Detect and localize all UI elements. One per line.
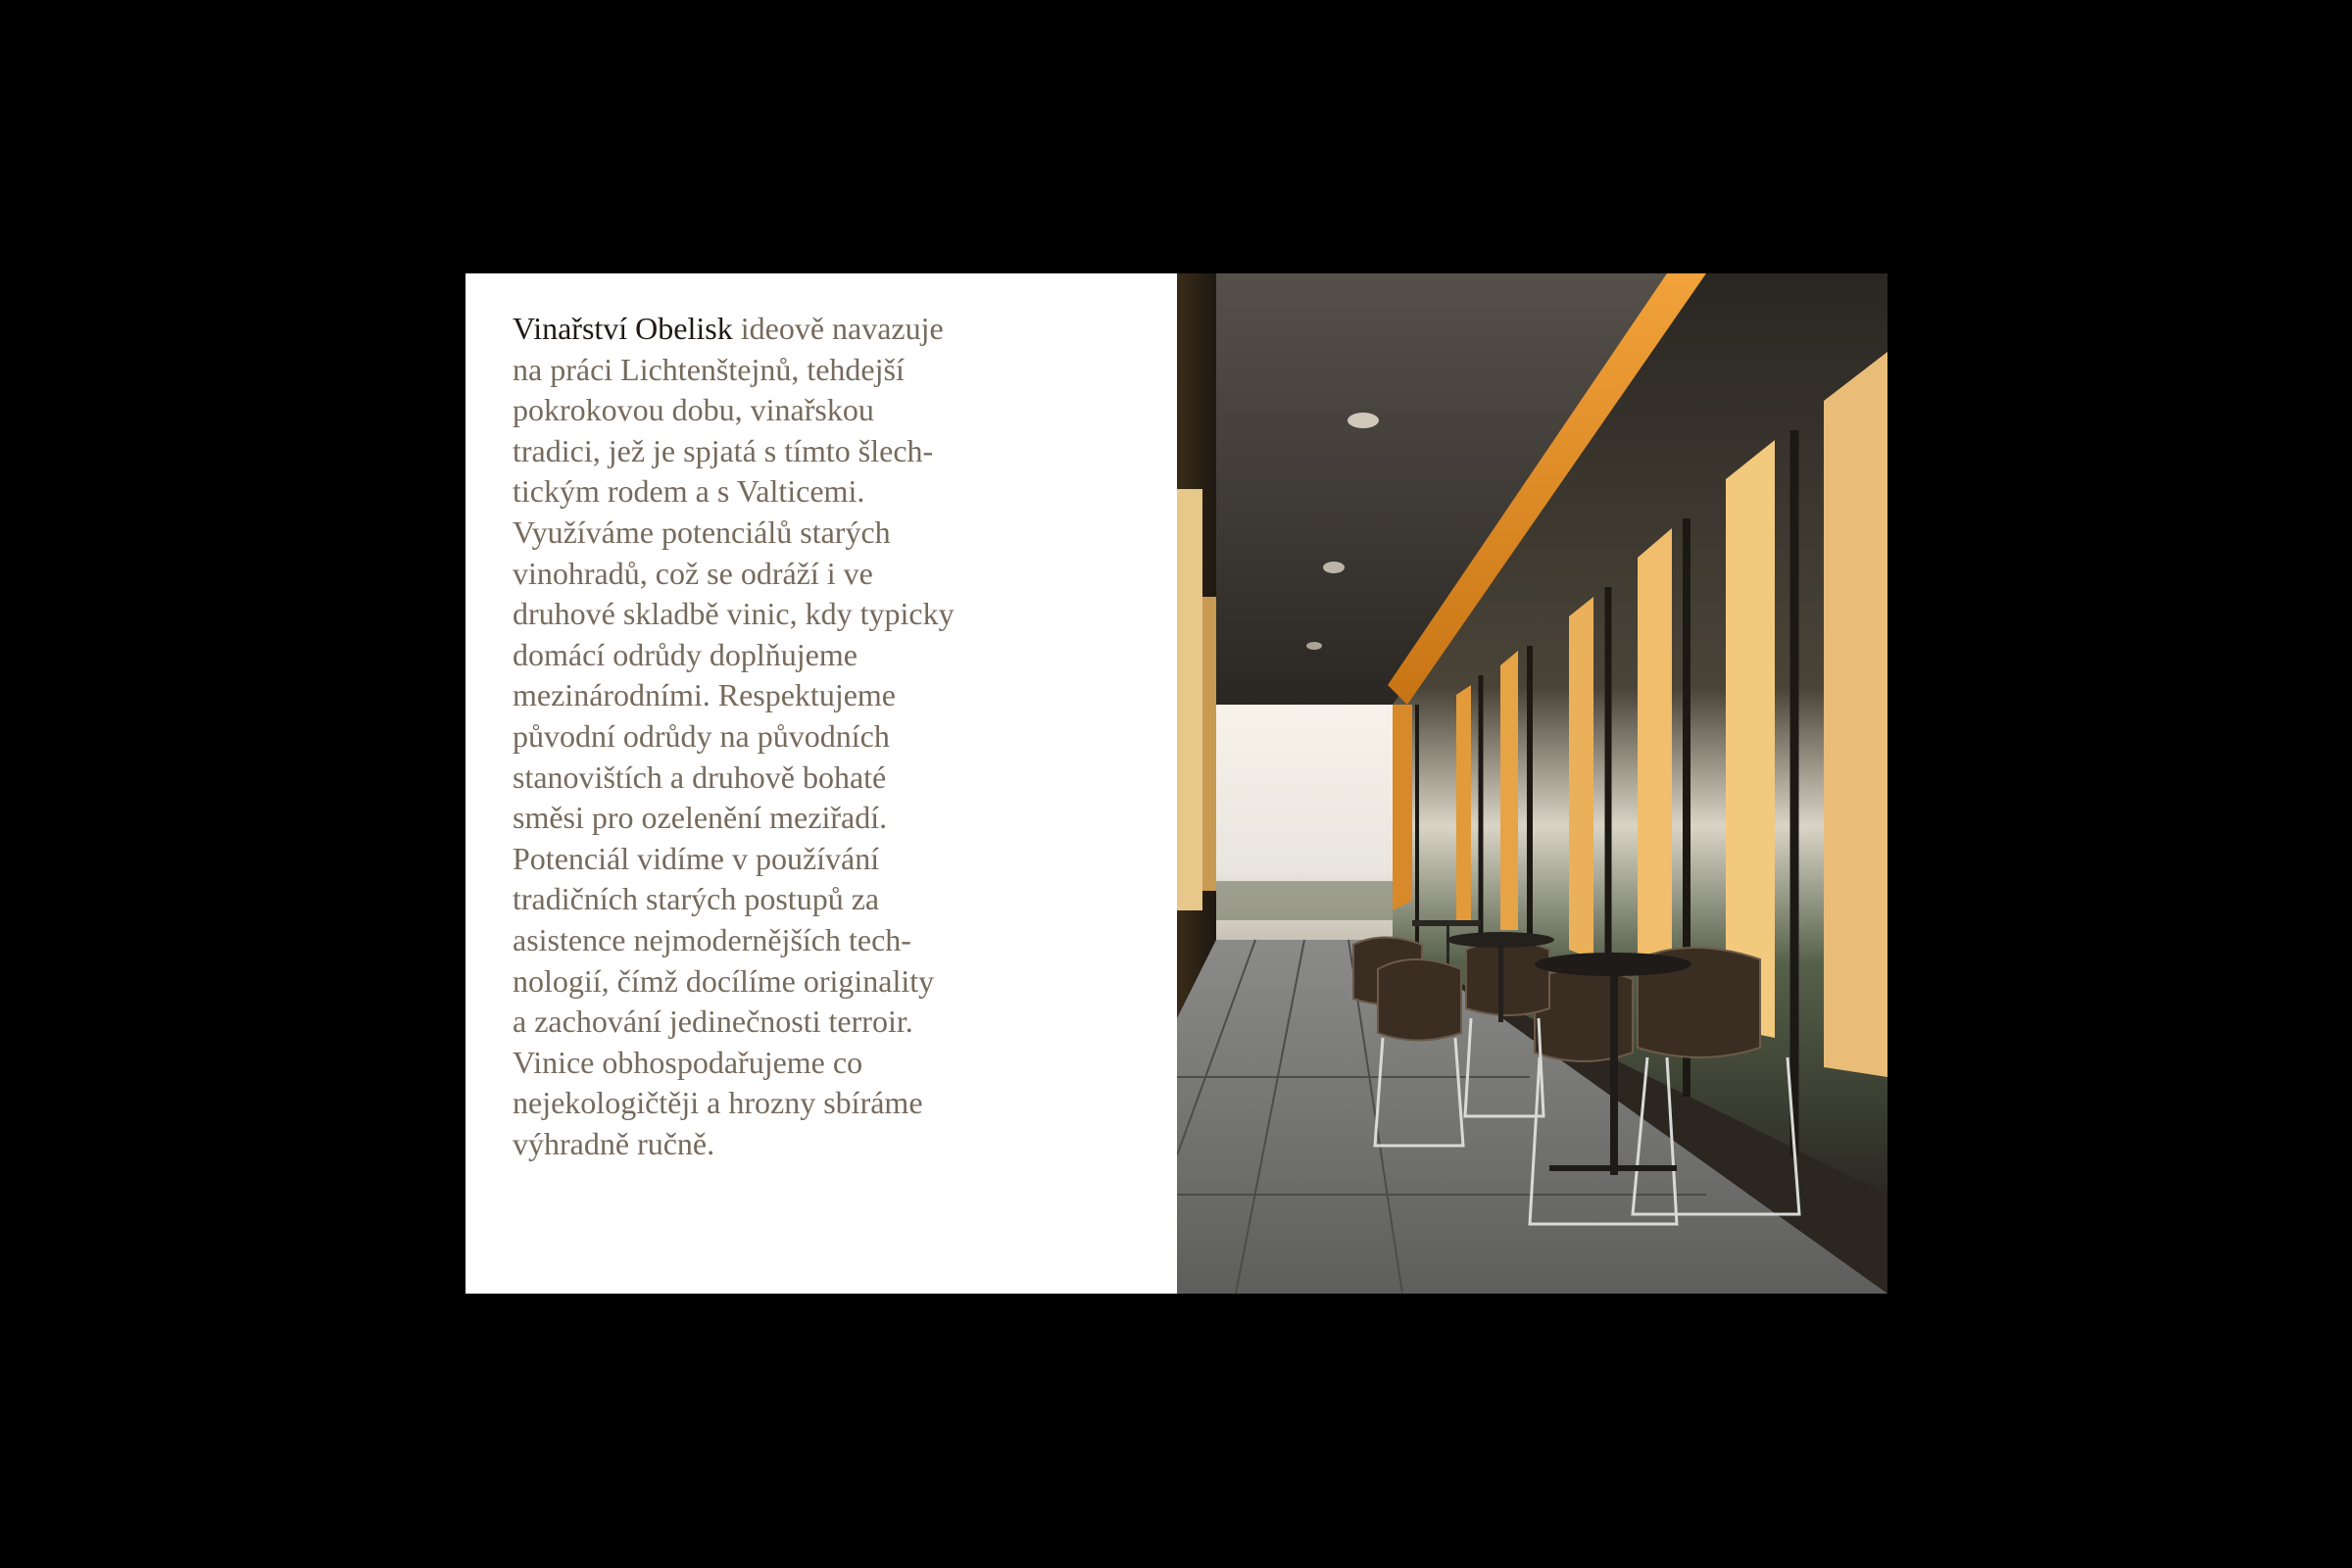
article-line: Využíváme potenciálů starých <box>513 514 891 550</box>
article-line: asistence nejmodernějších tech- <box>513 921 911 957</box>
article-line: mezinárodními. Respektujeme <box>513 677 896 713</box>
article-line: druhové skladbě vinic, kdy typicky <box>513 596 955 632</box>
article-lead: Vinařství Obelisk <box>513 311 733 346</box>
article-line: na práci Lichtenštejnů, tehdejší <box>513 351 905 387</box>
article-line: Potenciál vidíme v používání <box>513 840 880 876</box>
article-line: tickým rodem a s Valticemi. <box>513 473 865 510</box>
article-line: tradičních starých postupů za <box>513 881 880 917</box>
article-line: výhradně ručně. <box>513 1125 715 1161</box>
terrace-photo <box>1177 273 1887 1294</box>
article-paragraph <box>513 309 1101 1164</box>
article-line: směsi pro ozelenění meziřadí. <box>513 800 888 836</box>
article-line: nologií, čímž docílíme originality <box>513 962 935 999</box>
article-line: a zachování jedinečnosti terroir. <box>513 1004 913 1040</box>
article-line: vinohradů, což se odráží i ve <box>513 555 873 591</box>
article-line: pokrokovou dobu, vinařskou <box>513 392 874 428</box>
text-panel <box>466 273 1177 1294</box>
article-line: ideově navazuje <box>732 311 944 346</box>
article-line: Vinice obhospodařujeme co <box>513 1044 863 1080</box>
terrace-illustration <box>1177 273 1887 1294</box>
article-line: nejekologičtěji a hrozny sbíráme <box>513 1085 923 1121</box>
article-line: původní odrůdy na původních <box>513 717 890 754</box>
article-line: domácí odrůdy doplňujeme <box>513 636 858 672</box>
article-line: tradici, jež je spjatá s tímto šlech- <box>513 432 934 468</box>
article-line: stanovištích a druhově bohaté <box>513 759 887 795</box>
page-spread <box>466 273 1887 1294</box>
